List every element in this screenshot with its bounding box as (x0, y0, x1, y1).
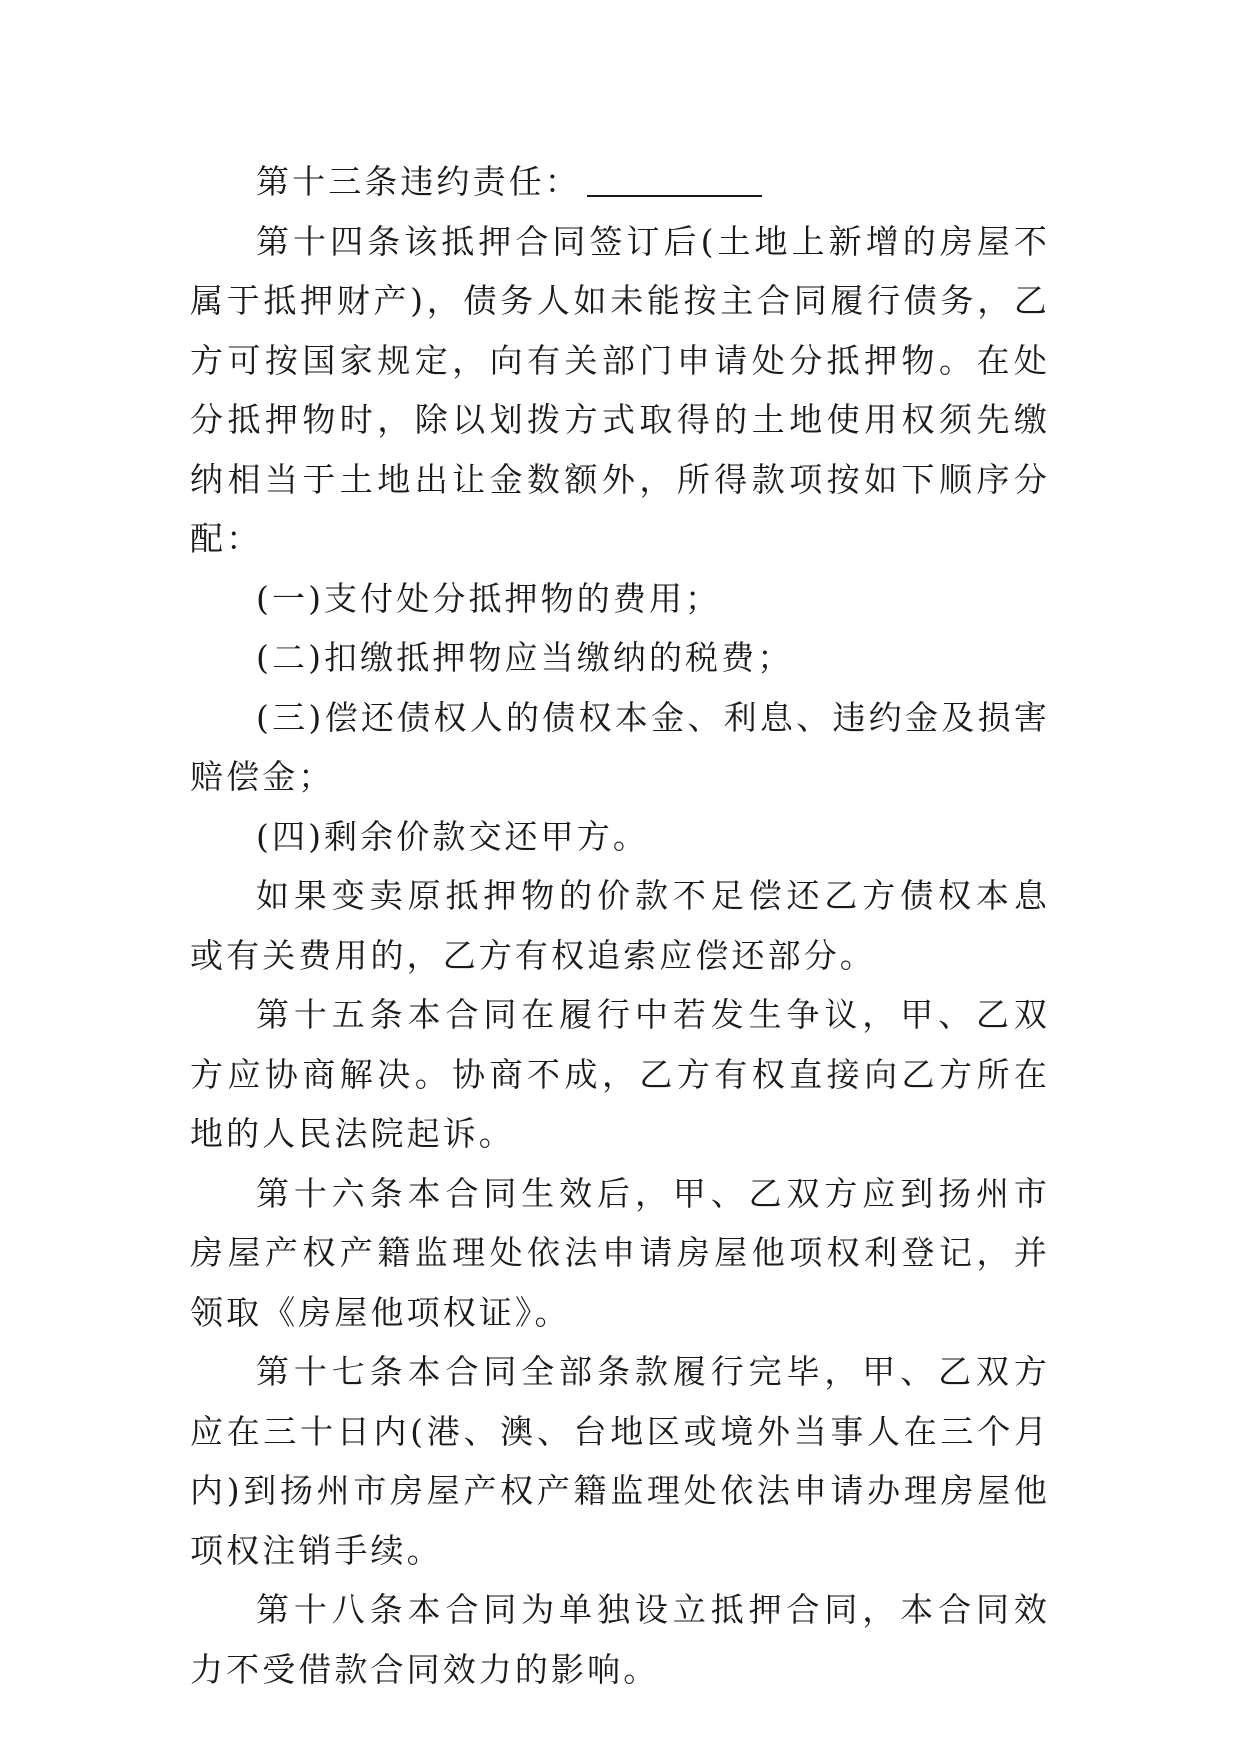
blank-line (587, 194, 762, 197)
article-15: 第十五条本合同在履行中若发生争议，甲、乙双方应协商解决。协商不成，乙方有权直接向乙方所在地的人民法院起诉。 (190, 995, 1050, 1153)
list-item-2: (二)扣缴抵押物应当缴纳的税费； (256, 638, 794, 677)
article-17: 第十七条本合同全部条款履行完毕，甲、乙双方应在三十日内(港、澳、台地区或境外当事人在三个月内)到扬州市房屋产权产籍监理处依法申请办理房屋他项权注销手续。 (190, 1352, 1050, 1570)
article-18: 第十八条本合同为单独设立抵押合同，本合同效力不受借款合同效力的影响。 (190, 1590, 1050, 1689)
list-item-1: (一)支付处分抵押物的费用； (256, 578, 722, 618)
shortfall-paragraph: 如果变卖原抵押物的价款不足偿还乙方债权本息或有关费用的，乙方有权追索应偿还部分。 (190, 876, 1050, 975)
list-item-4: (四)剩余价款交还甲方。 (256, 816, 649, 856)
article-13 (190, 152, 1050, 212)
document-body (190, 152, 1050, 1699)
article-13-label: 第十三条违约责任： (256, 162, 581, 201)
article-14: 第十四条该抵押合同签订后(土地上新增的房屋不属于抵押财产)，债务人如未能按主合同履行债务，乙方可按国家规定，向有关部门申请处分抵押物。在处分抵押物时，除以划拨方式取得的土地使用权须先缴纳相当于土地出让金数额外，所得款项按如下顺序分配： (190, 221, 1050, 558)
article-16: 第十六条本合同生效后，甲、乙双方应到扬州市房屋产权产籍监理处依法申请房屋他项权利登记，并领取《房屋他项权证》。 (190, 1173, 1050, 1332)
list-item-3: (三)偿还债权人的债权本金、利息、违约金及损害赔偿金； (190, 697, 1050, 796)
